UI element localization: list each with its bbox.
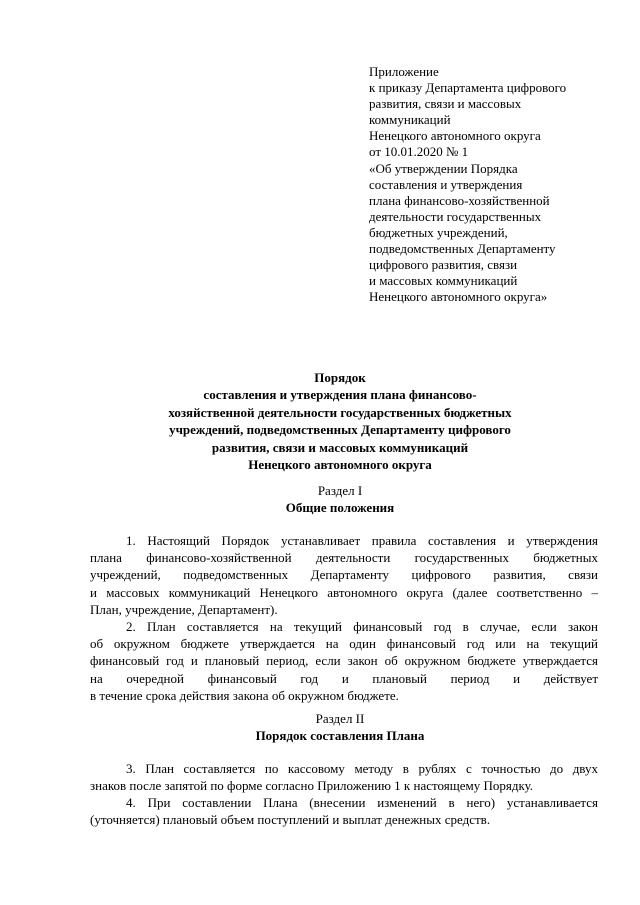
title-line: составления и утверждения плана финансово- [203, 387, 477, 403]
paragraph-line: плана финансово-хозяйственной деятельности государственных бюджетных [90, 550, 598, 566]
annex-line: «Об утверждении Порядка [369, 160, 518, 176]
annex-line: и массовых коммуникаций [369, 273, 518, 289]
section-1-heading: Общие положения [285, 500, 395, 515]
paragraph-line: на очередной финансовый год и плановый период и действует [90, 670, 598, 686]
annex-line: цифрового развития, связи [369, 257, 518, 273]
paragraph-line: 4. При составлении Плана (внесении изменений в него) устанавливается [126, 795, 598, 810]
annex-line: Приложение [369, 64, 439, 79]
annex-line: составления и утверждения [369, 176, 523, 192]
paragraph-line: учреждений, подведомственных Департаменту цифрового развития, связи [90, 567, 598, 583]
title-line: учреждений, подведомственных Департаменту цифрового [169, 422, 511, 438]
section-2-heading: Порядок составления Плана [255, 728, 425, 743]
paragraph-2 [90, 618, 598, 704]
paragraph-3 [90, 760, 598, 794]
paragraph-1 [90, 532, 598, 618]
title-line: Ненецкого автономного округа [248, 457, 432, 473]
annex-line: к приказу Департамента цифрового [369, 80, 567, 96]
paragraph-4 [90, 794, 598, 828]
annex-line: деятельности государственных [369, 208, 542, 224]
document-title [90, 369, 590, 473]
section-2-label: Раздел II [315, 711, 365, 726]
annex-line: плана финансово-хозяйственной [369, 192, 550, 208]
annex-line: бюджетных учреждений, [369, 224, 508, 240]
title-line: Порядок [314, 370, 366, 385]
annex-line: подведомственных Департаменту [369, 241, 556, 257]
annex-line: коммуникаций [369, 112, 451, 128]
title-line: развития, связи и массовых коммуникаций [211, 439, 469, 455]
annex-line: Ненецкого автономного округа» [369, 289, 548, 305]
paragraph-line: финансовый год и плановый период, если закон об окружном бюджете утверждается [90, 653, 598, 669]
annex-line: развития, связи и массовых [369, 96, 522, 112]
paragraph-line: в течение срока действия закона об окружном бюджете. [90, 687, 399, 703]
section-1-label: Раздел I [317, 483, 363, 498]
paragraph-line: (уточняется) плановый объем поступлений и выплат денежных средств. [90, 812, 491, 828]
annex-block [369, 64, 619, 305]
title-line: хозяйственной деятельности государственных бюджетных [168, 404, 512, 420]
paragraph-line: об окружном бюджете утверждается на один финансовый год или на текущий [90, 636, 598, 652]
annex-line: Ненецкого автономного округа [369, 128, 541, 144]
paragraph-line: 1. Настоящий Порядок устанавливает правила составления и утверждения [126, 533, 598, 548]
paragraph-line: и массовых коммуникаций Ненецкого автономного округа (далее соответственно – [90, 584, 598, 600]
paragraph-line: 2. План составляется на текущий финансовый год в случае, если закон [126, 619, 598, 634]
annex-line: от 10.01.2020 № 1 [369, 144, 469, 160]
paragraph-line: знаков после запятой по форме согласно Приложению 1 к настоящему Порядку. [90, 778, 534, 794]
paragraph-line: 3. План составляется по кассовому методу в рублях с точностью до двух [126, 761, 598, 776]
paragraph-line: План, учреждение, Департамент). [90, 601, 278, 617]
